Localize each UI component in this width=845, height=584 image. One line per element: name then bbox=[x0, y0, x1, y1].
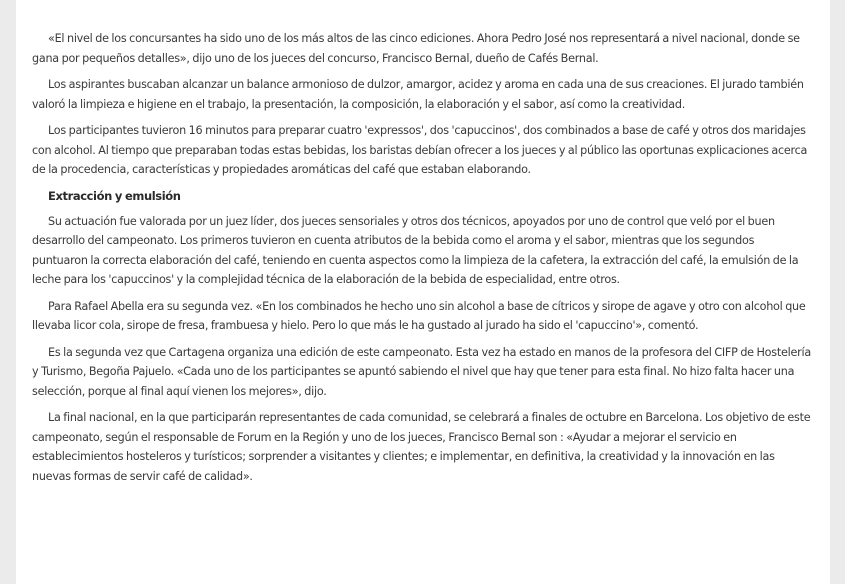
paragraph-national-final: La final nacional, en la que participarán representantes de cada comunidad, se celebrará a finales de octubre en Barcelona. Los objetivo de este campeonato, según el responsable de Forum en la Región y uno de los jueces, Francisco Bernal son : «Ayudar a mejorar el servicio en establecimientos hosteleros y turísticos; sorprender a visitantes y clientes; e implementar, en definitiva, la creatividad y la innovación en las nuevas formas de servir café de calidad». bbox=[32, 411, 811, 483]
subheading-extraction: Extracción y emulsión bbox=[48, 188, 181, 203]
paragraph-rafael-abella: Para Rafael Abella era su segunda vez. «En los combinados he hecho uno sin alcohol a base de cítricos y sirope de agave y otro con alcohol que llevaba licor cola, sirope de fresa, frambuesa y hielo. Pero lo que más le ha gustado al jurado ha sido el 'capuccino'», comentó. bbox=[32, 299, 806, 332]
paragraph-cartagena: Es la segunda vez que Cartagena organiza una edición de este campeonato. Esta vez ha estado en manos de la profesora del CIFP de Hostelería y Turismo, Begoña Pajuelo. «Cada uno de los participantes se apuntó sabiendo el nivel que hay que tener para esta final. No hizo falta hacer una selección, porque al final aquí vienen los mejores», dijo. bbox=[32, 345, 811, 398]
article-body bbox=[16, 0, 830, 584]
paragraph-judge-quote: «El nivel de los concursantes ha sido uno de los más altos de las cinco ediciones. Ahora Pedro José nos representará a nivel nacional, donde se gana por pequeños detalles», dijo uno de los jueces del concurso, Francisco Bernal, dueño de Cafés Bernal. bbox=[32, 32, 800, 65]
paragraph-aspirants: Los aspirantes buscaban alcanzar un balance armonioso de dulzor, amargor, acidez y aroma en cada una de sus creaciones. El jurado también valoró la limpieza e higiene en el trabajo, la presentación, la composición, la elaboración y el sabor, así como la creatividad. bbox=[32, 78, 804, 111]
paragraph-participants: Los participantes tuvieron 16 minutos para preparar cuatro 'expressos', dos 'capuccinos', dos combinados a base de café y otros dos maridajes con alcohol. Al tiempo que preparaban todas estas bebidas, los baristas debían ofrecer a los jueces y al público las oportunas explicaciones acerca de la procedencia, características y propiedades aromáticas del café que estaban elaborando. bbox=[32, 124, 808, 176]
paragraph-jury: Su actuación fue valorada por un juez líder, dos jueces sensoriales y otros dos técnicos, apoyados por uno de control que veló por el buen desarrollo del campeonato. Los primeros tuvieron en cuenta atributos de la bebida como el aroma y el sabor, mientras que los segundos puntuaron la correcta elaboración del café, teniendo en cuenta aspectos como la limpieza de la cafetera, la extracción del café, la emulsión de la leche para los 'capuccinos' y la complejidad técnica de la elaboración de la bebida de especialidad, entre otros. bbox=[32, 214, 799, 286]
